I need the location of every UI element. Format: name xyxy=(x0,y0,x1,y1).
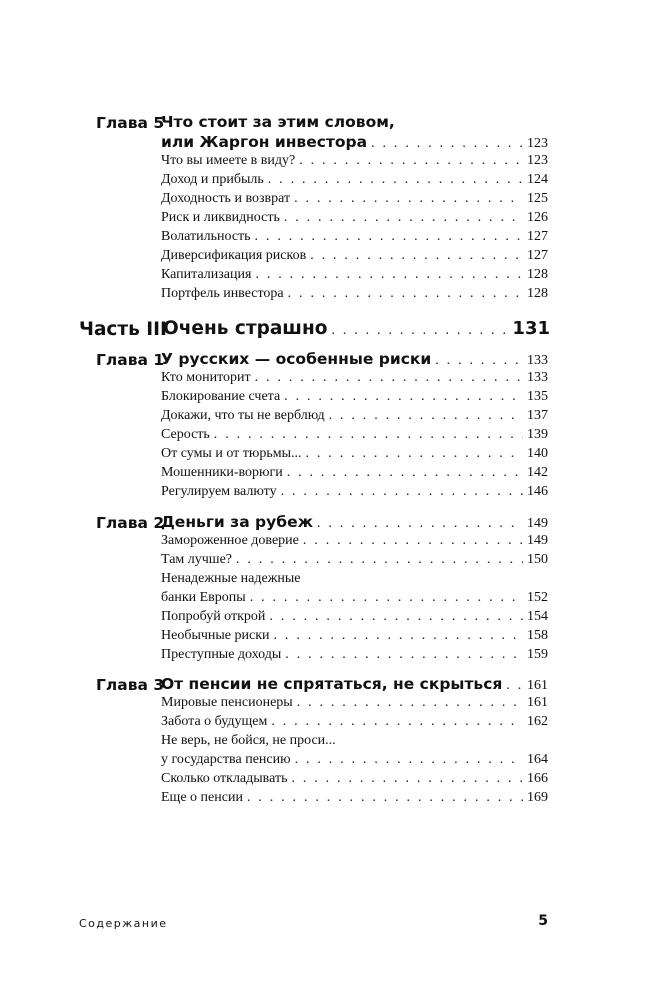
page-number: 133 xyxy=(527,370,548,385)
page-number: 127 xyxy=(527,229,548,244)
section-entry xyxy=(161,248,548,267)
leader-dots xyxy=(288,286,523,302)
leader-dots xyxy=(274,628,523,644)
section-entry xyxy=(161,590,548,609)
section-title: Диверсификация рисков xyxy=(161,248,307,263)
leader-dots xyxy=(269,609,523,625)
section-entry xyxy=(161,191,548,210)
section-title: Мировые пенсионеры xyxy=(161,695,293,710)
leader-dots xyxy=(255,267,523,283)
page-number: 135 xyxy=(527,389,548,404)
leader-dots xyxy=(284,389,523,405)
section-entry xyxy=(161,484,548,503)
section-title: Волатильность xyxy=(161,229,251,244)
leader-dots xyxy=(214,427,523,443)
page-number: 140 xyxy=(527,446,548,461)
leader-dots xyxy=(435,353,523,369)
section-entry xyxy=(161,286,548,305)
section-title: Еще о пенсии xyxy=(161,790,243,805)
section-title: Там лучше? xyxy=(161,552,233,567)
section-entry xyxy=(161,370,548,389)
section-entry xyxy=(161,771,548,790)
section-title: Ненадежные надежные xyxy=(161,571,301,586)
section-title: Риск и ликвидность xyxy=(161,210,280,225)
leader-dots xyxy=(255,370,523,386)
leader-dots xyxy=(250,590,523,606)
page-number: 128 xyxy=(527,267,548,282)
page-number: 159 xyxy=(527,647,548,662)
section-entry xyxy=(161,609,548,628)
section-entry xyxy=(161,427,548,446)
section-entry xyxy=(161,533,548,552)
part-title: Очень страшно xyxy=(163,318,328,339)
section-title: Регулируем валюту xyxy=(161,484,277,499)
leader-dots xyxy=(331,323,508,339)
page-number: 125 xyxy=(527,191,548,206)
section-title: банки Европы xyxy=(161,590,246,605)
page-number: 127 xyxy=(527,248,548,263)
leader-dots xyxy=(506,678,523,694)
leader-dots xyxy=(247,790,523,806)
leader-dots xyxy=(268,172,523,188)
section-title: От сумы и от тюрьмы... xyxy=(161,446,302,461)
chapter-entry xyxy=(161,133,548,153)
page-number: 161 xyxy=(527,695,548,710)
section-entry xyxy=(161,695,548,714)
leader-dots xyxy=(236,552,523,568)
leader-dots xyxy=(294,191,523,207)
section-entry xyxy=(161,714,548,733)
page-number: 133 xyxy=(527,353,548,368)
page-number: 142 xyxy=(527,465,548,480)
section-title: Замороженное доверие xyxy=(161,533,299,548)
part-entry xyxy=(163,318,550,342)
page-number: 164 xyxy=(527,752,548,767)
running-title: Содержание xyxy=(79,917,168,930)
section-entry-wrapped xyxy=(161,733,548,752)
leader-dots xyxy=(287,465,523,481)
section-entry xyxy=(161,153,548,172)
section-entry xyxy=(161,465,548,484)
section-title: Серость xyxy=(161,427,210,442)
chapter-label: Глава 1 xyxy=(96,351,165,369)
part-label: Часть III xyxy=(79,319,167,340)
page-number: 126 xyxy=(527,210,548,225)
section-title: Докажи, что ты не верблюд xyxy=(161,408,325,423)
section-entry xyxy=(161,389,548,408)
section-title: Что вы имеете в виду? xyxy=(161,153,296,168)
page-number-footer: 5 xyxy=(538,913,548,929)
section-title: Необычные риски xyxy=(161,628,270,643)
leader-dots xyxy=(306,446,524,462)
leader-dots xyxy=(329,408,523,424)
section-entry xyxy=(161,552,548,571)
section-title: Доходность и возврат xyxy=(161,191,291,206)
chapter-title-line xyxy=(161,113,548,133)
section-title: Кто мониторит xyxy=(161,370,251,385)
section-entry xyxy=(161,172,548,191)
page-number: 124 xyxy=(527,172,548,187)
page-number: 161 xyxy=(527,678,548,693)
chapter-title: или Жаргон инвестора xyxy=(161,133,368,151)
page-number: 139 xyxy=(527,427,548,442)
leader-dots xyxy=(291,771,523,787)
section-title: Преступные доходы xyxy=(161,647,282,662)
chapter-label: Глава 5 xyxy=(96,114,165,132)
section-title: Не верь, не бойся, не проси... xyxy=(161,733,336,748)
section-entry xyxy=(161,229,548,248)
section-title: у государства пенсию xyxy=(161,752,291,767)
leader-dots xyxy=(303,533,523,549)
section-title: Мошенники-ворюги xyxy=(161,465,283,480)
leader-dots xyxy=(371,136,523,152)
section-entry xyxy=(161,267,548,286)
chapter-title: Деньги за рубеж xyxy=(161,513,314,531)
page-number: 150 xyxy=(527,552,548,567)
leader-dots xyxy=(271,714,523,730)
page-number: 123 xyxy=(527,136,548,151)
page-number: 128 xyxy=(527,286,548,301)
section-entry-wrapped xyxy=(161,571,548,590)
page-number: 162 xyxy=(527,714,548,729)
leader-dots xyxy=(284,210,523,226)
page-number: 154 xyxy=(527,609,548,624)
page-number: 152 xyxy=(527,590,548,605)
section-title: Портфель инвестора xyxy=(161,286,284,301)
page-number: 169 xyxy=(527,790,548,805)
section-list xyxy=(161,533,548,666)
leader-dots xyxy=(317,516,523,532)
leader-dots xyxy=(297,695,523,711)
section-list xyxy=(161,370,548,503)
section-entry xyxy=(161,647,548,666)
chapter-title: От пенсии не спрятаться, не скрыться xyxy=(161,675,503,693)
page-number: 146 xyxy=(527,484,548,499)
section-title: Блокирование счета xyxy=(161,389,281,404)
page-number: 149 xyxy=(527,533,548,548)
leader-dots xyxy=(299,153,523,169)
chapter-title: У русских — особенные риски xyxy=(161,350,432,368)
leader-dots xyxy=(285,647,523,663)
section-list xyxy=(161,695,548,809)
section-entry xyxy=(161,210,548,229)
section-title: Сколько откладывать xyxy=(161,771,288,786)
section-entry xyxy=(161,628,548,647)
page-number: 149 xyxy=(527,516,548,531)
section-entry xyxy=(161,408,548,427)
chapter-entry xyxy=(161,350,548,370)
leader-dots xyxy=(255,229,523,245)
leader-dots xyxy=(281,484,523,500)
section-entry xyxy=(161,752,548,771)
leader-dots xyxy=(310,248,523,264)
chapter-entry xyxy=(161,675,548,695)
section-entry xyxy=(161,790,548,809)
page-number: 166 xyxy=(527,771,548,786)
page-number: 158 xyxy=(527,628,548,643)
page-number: 137 xyxy=(527,408,548,423)
section-entry xyxy=(161,446,548,465)
chapter-label: Глава 3 xyxy=(96,676,165,694)
leader-dots xyxy=(295,752,523,768)
section-title: Доход и прибыль xyxy=(161,172,264,187)
section-title: Попробуй открой xyxy=(161,609,266,624)
section-title: Забота о будущем xyxy=(161,714,268,729)
section-title: Капитализация xyxy=(161,267,252,282)
page-number: 123 xyxy=(527,153,548,168)
chapter-entry xyxy=(161,513,548,533)
section-list xyxy=(161,153,548,305)
page-number: 131 xyxy=(512,318,550,339)
chapter-label: Глава 2 xyxy=(96,514,165,532)
chapter-title: Что стоит за этим словом, xyxy=(161,113,395,131)
